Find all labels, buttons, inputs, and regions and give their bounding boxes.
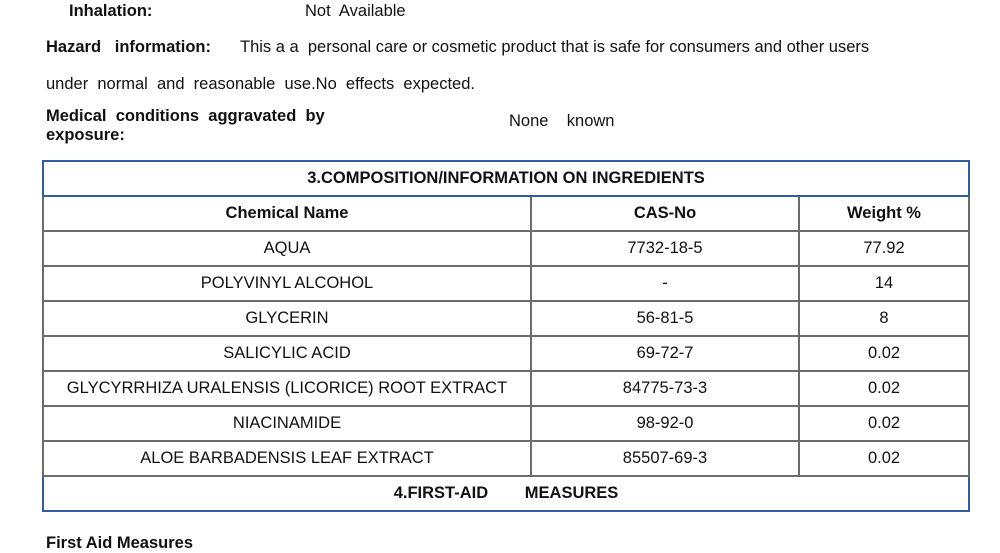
table-row [43,371,969,406]
column-header-weight: Weight % [799,196,969,231]
chemical-name-cell: AQUA [43,231,531,266]
first-aid-section-title: 4.FIRST-AID MEASURES [43,476,969,511]
column-header-chemical-name: Chemical Name [43,196,531,231]
chemical-name-cell: NIACINAMIDE [43,406,531,441]
composition-table [42,160,970,512]
chemical-name-cell: GLYCERIN [43,301,531,336]
column-header-cas-no: CAS-No [531,196,799,231]
table-row [43,301,969,336]
inhalation-label: Inhalation: [69,2,153,20]
cas-no-cell: 56-81-5 [531,301,799,336]
cas-no-cell: 98-92-0 [531,406,799,441]
table-row [43,231,969,266]
weight-cell: 0.02 [799,336,969,371]
chemical-name-cell: POLYVINYL ALCOHOL [43,266,531,301]
weight-cell: 77.92 [799,231,969,266]
composition-section-title: 3.COMPOSITION/INFORMATION ON INGREDIENTS [43,161,969,196]
weight-cell: 0.02 [799,406,969,441]
cas-no-cell: - [531,266,799,301]
first-aid-section-row [43,476,969,511]
table-row [43,336,969,371]
chemical-name-cell: SALICYLIC ACID [43,336,531,371]
table-row [43,406,969,441]
weight-cell: 0.02 [799,441,969,476]
medical-label-line1: Medical conditions aggravated by [46,107,325,125]
chemical-name-cell: GLYCYRRHIZA URALENSIS (LICORICE) ROOT EXTRACT [43,371,531,406]
table-row [43,266,969,301]
cas-no-cell: 84775-73-3 [531,371,799,406]
hazard-label: Hazard information: [46,38,212,56]
weight-cell: 8 [799,301,969,336]
table-row [43,441,969,476]
cas-no-cell: 69-72-7 [531,336,799,371]
composition-section-row [43,161,969,196]
medical-label-line2: exposure: [46,126,125,144]
medical-value: None known [509,112,615,130]
inhalation-value: Not Available [305,2,406,20]
table-header-row [43,196,969,231]
first-aid-subheading: First Aid Measures [46,534,194,552]
weight-cell: 0.02 [799,371,969,406]
cas-no-cell: 7732-18-5 [531,231,799,266]
cas-no-cell: 85507-69-3 [531,441,799,476]
hazard-text-line1: This a a personal care or cosmetic product that is safe for consumers and other users [240,38,870,56]
hazard-text-line2: under normal and reasonable use.No effects expected. [46,75,475,93]
chemical-name-cell: ALOE BARBADENSIS LEAF EXTRACT [43,441,531,476]
weight-cell: 14 [799,266,969,301]
